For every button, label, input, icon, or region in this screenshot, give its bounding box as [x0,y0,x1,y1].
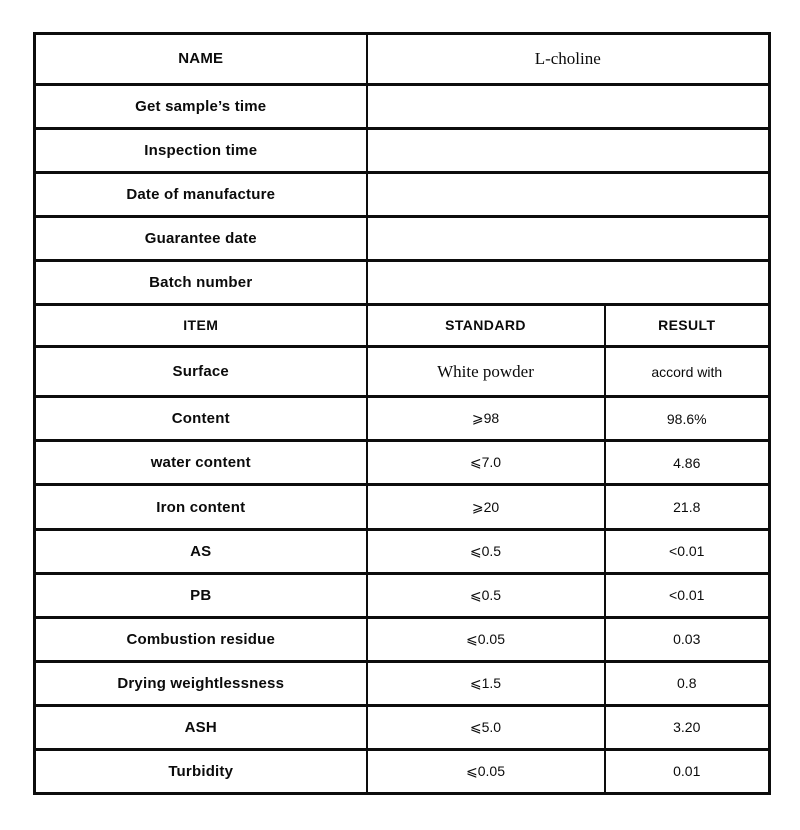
spec-item: Combustion residue [35,617,367,661]
spec-row-surface [35,346,770,397]
spec-row-combustion-residue [35,617,770,661]
info-row-inspection-time [35,128,770,172]
spec-item: Content [35,397,367,441]
spec-standard: ⩽1.5 [367,661,605,705]
spec-item: Iron content [35,485,367,529]
spec-header-row [35,304,770,346]
info-label-sample-time: Get sample’s time [35,84,367,128]
certificate-table [33,32,771,795]
spec-item: Surface [35,346,367,397]
info-row-sample-time [35,84,770,128]
spec-row-ash [35,705,770,749]
spec-row-as [35,529,770,573]
info-row-batch-number [35,260,770,304]
spec-result: 98.6% [605,397,770,441]
info-value-batch-number [367,260,770,304]
info-label-inspection-time: Inspection time [35,128,367,172]
spec-standard: White powder [367,346,605,397]
spec-row-content [35,397,770,441]
spec-standard: ⩽7.0 [367,441,605,485]
spec-item: PB [35,573,367,617]
spec-result: 4.86 [605,441,770,485]
info-value-guarantee-date [367,216,770,260]
spec-result: <0.01 [605,529,770,573]
spec-item: AS [35,529,367,573]
spec-standard: ⩽0.05 [367,617,605,661]
spec-item: ASH [35,705,367,749]
spec-row-iron-content [35,485,770,529]
spec-item: Turbidity [35,749,367,793]
column-header-item: ITEM [35,304,367,346]
spec-item: Drying weightlessness [35,661,367,705]
info-value-inspection-time [367,128,770,172]
column-header-standard: STANDARD [367,304,605,346]
spec-standard: ⩽5.0 [367,705,605,749]
spec-result: accord with [605,346,770,397]
info-label-manufacture-date: Date of manufacture [35,172,367,216]
info-row-guarantee-date [35,216,770,260]
info-label-name: NAME [35,34,367,85]
spec-result: 0.03 [605,617,770,661]
spec-result: 0.01 [605,749,770,793]
info-label-batch-number: Batch number [35,260,367,304]
spec-row-drying-weightlessness [35,661,770,705]
info-value-manufacture-date [367,172,770,216]
spec-standard: ⩽0.5 [367,529,605,573]
info-label-guarantee-date: Guarantee date [35,216,367,260]
info-value-name: L-choline [367,34,770,85]
spec-result: <0.01 [605,573,770,617]
spec-row-pb [35,573,770,617]
spec-row-water-content [35,441,770,485]
spec-result: 3.20 [605,705,770,749]
spec-standard: ⩽0.05 [367,749,605,793]
info-value-sample-time [367,84,770,128]
spec-standard: ⩾20 [367,485,605,529]
info-row-manufacture-date [35,172,770,216]
spec-result: 21.8 [605,485,770,529]
info-row-name [35,34,770,85]
spec-standard: ⩾98 [367,397,605,441]
spec-result: 0.8 [605,661,770,705]
spec-item: water content [35,441,367,485]
spec-row-turbidity [35,749,770,793]
column-header-result: RESULT [605,304,770,346]
spec-standard: ⩽0.5 [367,573,605,617]
